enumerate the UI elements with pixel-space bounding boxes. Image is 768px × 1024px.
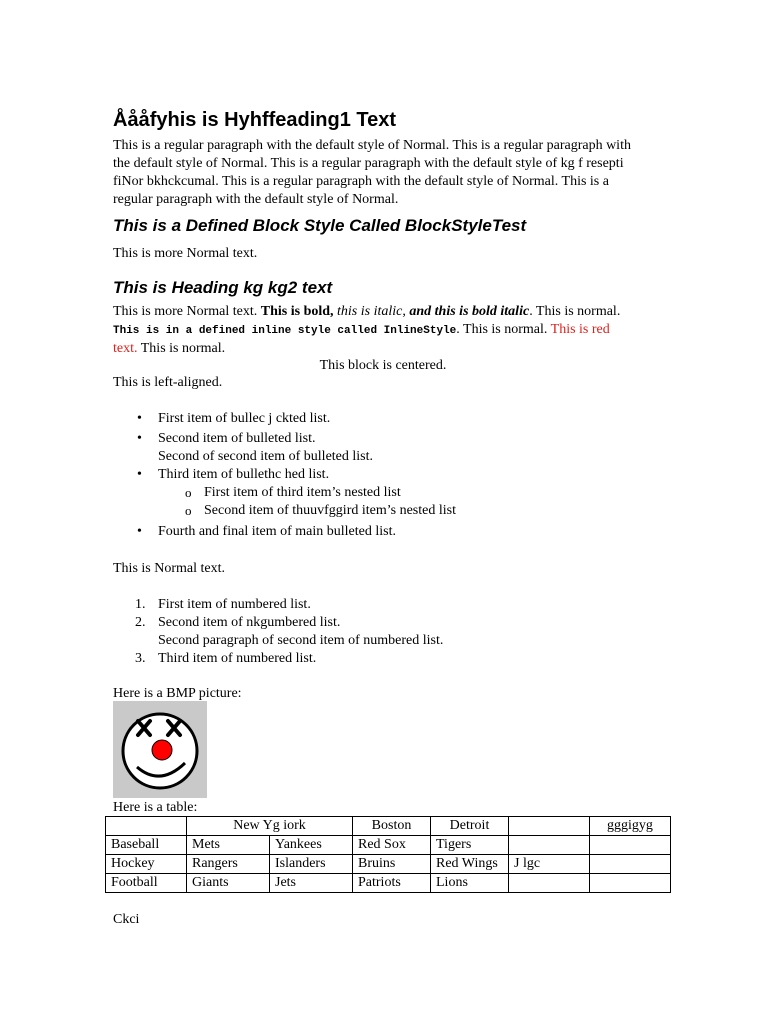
table-cell: Rangers [187,855,270,874]
table-cell [509,874,590,893]
list-item [113,410,673,428]
table-cell [590,874,671,893]
table-row [106,855,671,874]
normal-text: This is Normal text. [113,561,225,576]
paragraph-normal: This is a regular paragraph with the default style of Normal. This is a regular paragraph with the default style of Normal. This is a regular paragraph with the default style of kg f resepti fiNor bkhckcumal. This is a regular paragraph with the default style of Normal. This is a regular paragraph with the default style of Normal. [113,138,631,207]
table-cell: Tigers [431,836,509,855]
table-cell: Yankees [270,836,353,855]
list-item-text: Fourth and final item of main bulleted list. [158,524,396,539]
mixed-style-paragraph [113,303,633,358]
list-item-text: First item of numbered list. [158,597,311,612]
bullet-icon: • [137,467,142,482]
table-cell: Red Wings [431,855,509,874]
clown-picture [113,701,207,798]
bullet-icon: • [137,431,142,446]
inline-style-text: This is in a defined inline style called InlineStyle [113,325,457,337]
clown-face-icon [113,701,207,798]
centered-block: This block is centered. [319,358,447,373]
bullet-icon: • [137,411,142,426]
list-number: 2. [135,615,146,630]
table-cell [590,855,671,874]
table-row [106,836,671,855]
bullet-icon: • [137,524,142,539]
table-header-cell: gggigyg [590,817,671,836]
table-row [106,874,671,893]
list-item-text: Second item of bulleted list. [158,431,316,446]
list-item [113,430,673,466]
table-cell: Patriots [353,874,431,893]
table-cell [509,817,590,836]
table-cell: Mets [187,836,270,855]
list-number: 3. [135,651,146,666]
table-header-cell: Boston [353,817,431,836]
table-header-cell: Detroit [431,817,509,836]
bulleted-list [113,410,673,541]
table-cell: Jets [270,874,353,893]
table-cell [590,836,671,855]
bold-italic-text: and this is bold italic [409,304,530,319]
table-cell: Football [106,874,187,893]
nested-list-item [113,484,673,502]
table-cell: Baseball [106,836,187,855]
heading-2: This is Heading kg kg2 text [113,278,333,297]
nested-item-text: Second item of thuuvfggird item’s nested list [204,503,456,518]
table-cell: Bruins [353,855,431,874]
table-cell [106,817,187,836]
table-cell: Islanders [270,855,353,874]
left-aligned-text: This is left-aligned. [113,375,223,390]
table-cell: Lions [431,874,509,893]
list-item [113,466,673,484]
list-item-text: Third item of bullethc hed list. [158,467,330,482]
circle-bullet-icon: o [185,503,192,518]
table-cell: Giants [187,874,270,893]
list-item [113,614,673,650]
mixed-sep: , [402,304,410,319]
bmp-label: Here is a BMP picture: [113,686,242,701]
block-style-heading: This is a Defined Block Style Called BlockStyleTest [113,216,527,235]
table-cell: J lgc [509,855,590,874]
heading-1: Åååfyhis is Hyhffeading1 Text [113,109,397,131]
table-cell [509,836,590,855]
table-cell: Hockey [106,855,187,874]
sports-table [105,816,671,893]
list-item-text: Second item of nkgumbered list. [158,615,341,630]
list-item [113,596,673,614]
table-header-row [106,817,671,836]
numbered-list [113,596,673,668]
list-number: 1. [135,597,146,612]
italic-text: this is italic [337,304,403,319]
list-item-text: Third item of numbered list. [158,651,317,666]
nested-item-text: First item of third item’s nested list [204,485,401,500]
list-item-paragraph: Second of second item of bulleted list. [158,449,374,464]
table-label: Here is a table: [113,800,198,815]
bold-text: This is bold, [260,304,338,319]
table-cell: Red Sox [353,836,431,855]
more-normal-text: This is more Normal text. [113,246,258,261]
list-item [113,650,673,668]
mixed-normal-1: This is more Normal text. [113,304,261,319]
table-header-cell: New Yg iork [187,817,353,836]
mixed-normal-2: . This is normal. [529,304,621,319]
mixed-normal-4: This is normal. [137,341,226,356]
list-item-text: First item of bullec j ckted list. [158,411,331,426]
footer-text: Ckci [113,912,140,927]
circle-bullet-icon: o [185,485,192,500]
red-text: This is red text. [113,322,610,356]
list-item-paragraph: Second paragraph of second item of numbered list. [158,633,444,648]
nested-list-item [113,502,673,520]
mixed-normal-3: . This is normal. [456,322,551,337]
list-item [113,523,673,541]
